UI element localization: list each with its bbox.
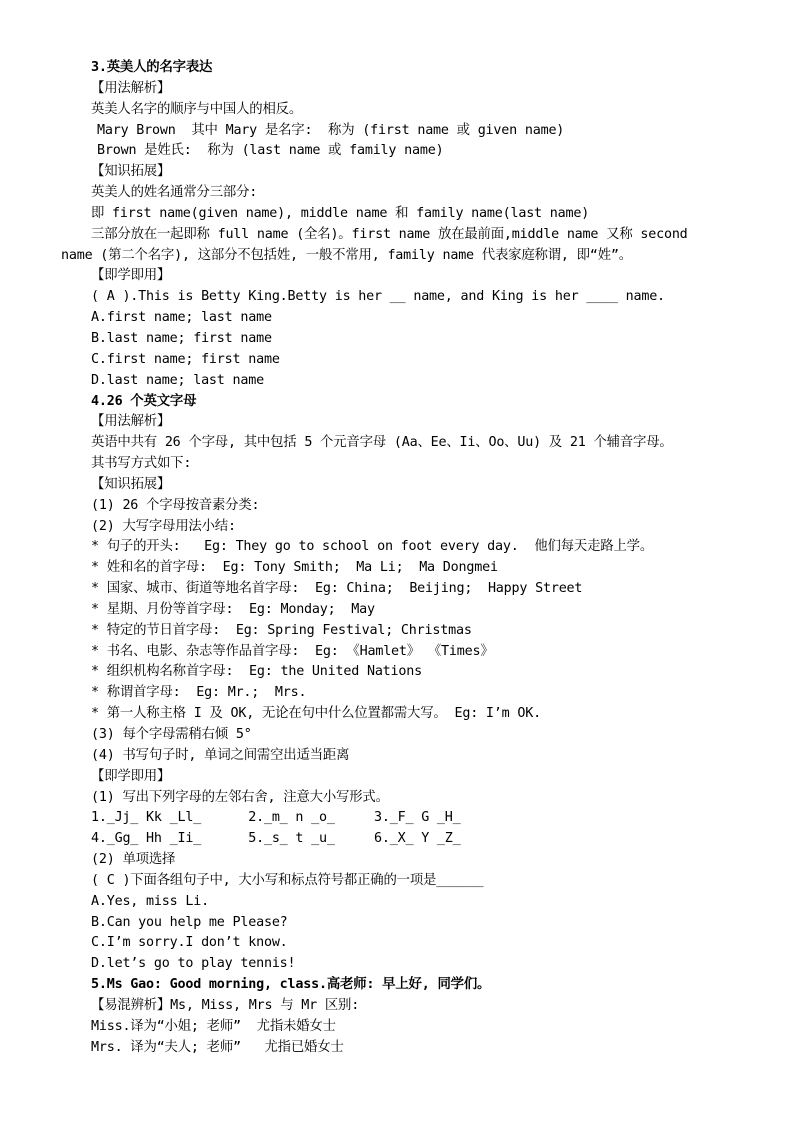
text-line: * 国家、城市、街道等地名首字母: Eg: China; Beijing; Happy Street [91,581,583,597]
text-line: C.I’m sorry.I don’t know. [91,935,288,951]
text-line: 其书写方式如下: [91,456,192,472]
text-line: * 称谓首字母: Eg: Mr.; Mrs. [91,685,307,701]
text-line: (1) 写出下列字母的左邻右舍, 注意大小写形式。 [91,789,389,805]
text-line: * 特定的节日首字母: Eg: Spring Festival; Christmas [91,622,472,638]
text-line: D.let’s go to play tennis! [91,956,296,972]
text-line: Brown 是姓氏: 称为 (last name 或 family name) [97,143,444,159]
text-line: (3) 每个字母需稍右倾 5° [91,727,252,742]
text-line: * 句子的开头: Eg: They go to school on foot every day. 他们每天走路上学。 [91,539,654,555]
text-line: * 星期、月份等首字母: Eg: Monday; May [91,601,375,617]
text-line: Mrs. 译为“夫人; 老师” 尤指已婚女士 [91,1039,344,1055]
section-heading: 3.英美人的名字表达 [91,60,213,75]
text-line: 【知识拓展】 [91,476,171,492]
text-line: (2) 大写字母用法小结: [91,518,236,534]
text-line: B.last name; first name [91,330,272,346]
text-line: A.first name; last name [91,310,272,326]
text-line: 【用法解析】 [91,414,171,430]
text-line: 4._Gg_ Hh _Ii_ 5._s_ t _u_ 6._X_ Y _Z_ [91,831,461,847]
text-line: 【知识拓展】 [91,164,171,180]
text-line: * 书名、电影、杂志等作品首字母: Eg: 《Hamlet》 《Times》 [91,643,494,659]
text-line: 【易混辨析】Ms, Miss, Mrs 与 Mr 区别: [91,997,360,1013]
text-line: * 组织机构名称首字母: Eg: the United Nations [91,664,422,680]
text-line: D.last name; last name [91,372,264,388]
text-line: Miss.译为“小姐; 老师” 尤指未婚女士 [91,1018,336,1034]
text-line: C.first name; first name [91,351,280,367]
text-line: (1) 26 个字母按音素分类: [91,497,260,513]
text-line: 英美人的姓名通常分三部分: [91,185,258,201]
text-line: 英语中共有 26 个字母, 其中包括 5 个元音字母 (Aa、Ee、Ii、Oo、Uu) 及 21 个辅音字母。 [91,435,673,451]
text-line: * 姓和名的首字母: Eg: Tony Smith; Ma Li; Ma Dongmei [91,560,498,576]
section-heading: 5.Ms Gao: Good morning, class.高老师: 早上好, 同学们。 [91,977,491,993]
text-line: * 第一人称主格 I 及 OK, 无论在句中什么位置都需大写。 Eg: I’m OK. [91,706,541,722]
text-line: 1._Jj_ Kk _Ll_ 2._m_ n _o_ 3._F_ G _H_ [91,810,461,826]
text-line: 【用法解析】 [91,80,171,96]
text-line: 【即学即用】 [91,268,171,284]
text-line: 【即学即用】 [91,768,171,784]
text-line: ( C )下面各组句子中, 大小写和标点符号都正确的一项是______ [91,872,484,888]
text-line: 三部分放在一起即称 full name (全名)。first name 放在最前面,middle name 又称 second [91,226,688,242]
section-heading: 4.26 个英文字母 [91,393,197,409]
document-page [0,58,794,1059]
text-line: ( A ).This is Betty King.Betty is her __ name, and King is her ____ name. [91,289,665,305]
text-line: (4) 书写句子时, 单词之间需空出适当距离 [91,747,350,763]
text-line: 英美人名字的顺序与中国人的相反。 [91,101,303,117]
text-line: B.Can you help me Please? [91,914,288,930]
text-line: 即 first name(given name), middle name 和 family name(last name) [91,205,590,221]
text-line: (2) 单项选择 [91,852,176,868]
text-line: A.Yes, miss Li. [91,893,209,909]
text-line: name (第二个名字), 这部分不包括姓, 一般不常用, family name 代表家庭称谓, 即“姓”。 [61,247,632,263]
text-line: Mary Brown 其中 Mary 是名字: 称为 (first name 或 given name) [97,122,565,138]
